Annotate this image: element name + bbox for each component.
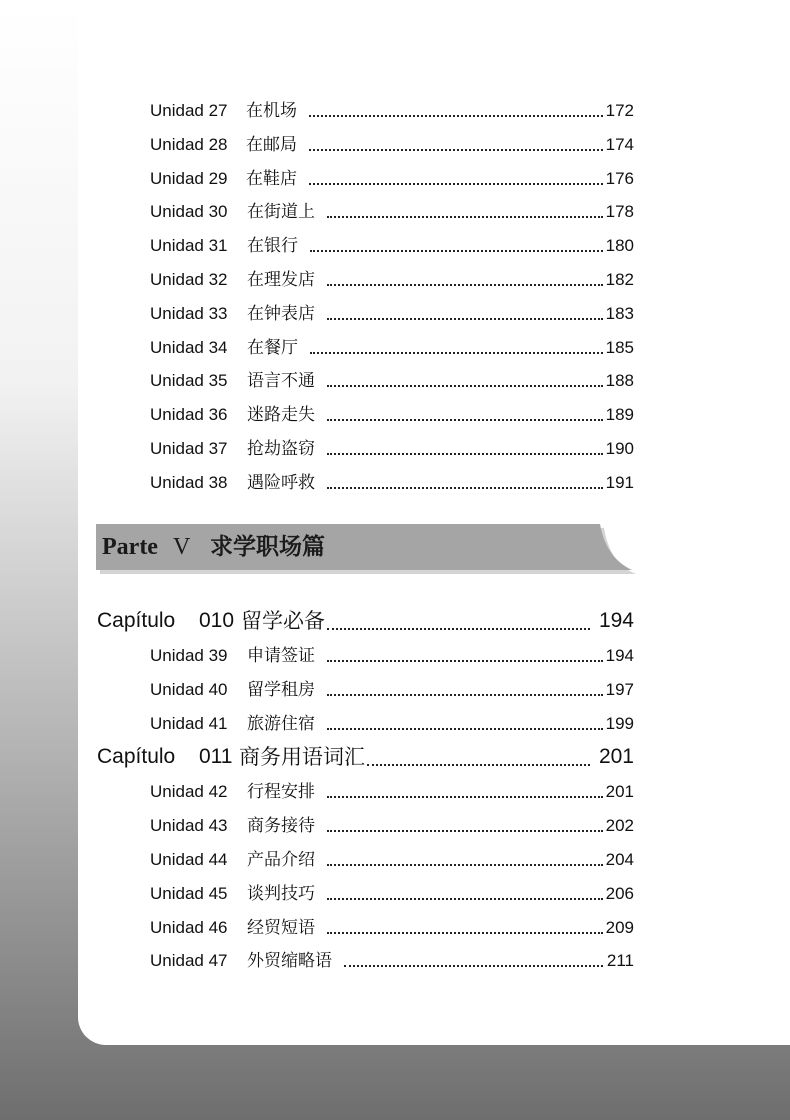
page-number: 178: [605, 202, 634, 222]
chapter-number: 011: [199, 745, 233, 769]
toc-unit-entry[interactable]: [0, 297, 790, 331]
unit-number: Unidad 39: [150, 646, 228, 665]
toc-unit-entry[interactable]: [0, 162, 790, 196]
unit-title: 外贸缩略语: [247, 951, 332, 972]
dot-leader: [327, 419, 603, 421]
unit-number: Unidad 28: [150, 134, 228, 154]
unit-title: 申请签证: [247, 646, 315, 666]
page-number: 194: [598, 609, 634, 632]
dot-leader: [327, 628, 590, 630]
unit-number: Unidad 47: [150, 951, 228, 971]
unit-number: Unidad 46: [150, 917, 228, 937]
part-banner: [96, 524, 636, 574]
toc-unit-entry[interactable]: [0, 331, 790, 365]
dot-leader: [309, 149, 603, 151]
toc-unit-entry[interactable]: [0, 398, 790, 432]
unit-title: 谈判技巧: [247, 883, 315, 904]
dot-leader: [367, 764, 590, 766]
toc-part5: [0, 604, 790, 978]
unit-title: 遇险呼救: [247, 472, 315, 493]
dot-leader: [344, 965, 603, 967]
toc-unit-entry[interactable]: [0, 432, 790, 466]
page-number: 201: [605, 782, 634, 802]
toc-unit-entry[interactable]: [0, 639, 790, 673]
page-number: 190: [605, 438, 634, 458]
chapter-title: 商务用语词汇: [239, 745, 365, 770]
page-number: 201: [598, 745, 634, 769]
unit-title: 在街道上: [247, 202, 315, 223]
unit-title: 旅游住宿: [247, 713, 315, 734]
unit-number: Unidad 34: [150, 337, 228, 357]
unit-title: 在银行: [247, 236, 298, 257]
unit-title: 商务接待: [247, 816, 315, 837]
toc-unit-entry[interactable]: [0, 877, 790, 911]
unit-title: 经贸短语: [247, 917, 315, 938]
toc-unit-entry[interactable]: [0, 128, 790, 162]
unit-title: 在餐厅: [247, 337, 298, 358]
toc-unit-entry[interactable]: [0, 707, 790, 741]
page-number: 211: [606, 951, 634, 971]
dot-leader: [327, 660, 603, 662]
page-number: 176: [605, 168, 634, 188]
chapter-number: 010: [199, 609, 235, 632]
unit-number: Unidad 45: [150, 883, 228, 903]
dot-leader: [310, 352, 603, 354]
dot-leader: [310, 250, 603, 252]
chapter-title: 留学必备: [241, 609, 325, 633]
dot-leader: [327, 487, 603, 489]
unit-number: Unidad 41: [150, 713, 228, 733]
dot-leader: [327, 216, 603, 218]
unit-title: 留学租房: [247, 679, 315, 700]
unit-number: Unidad 42: [150, 782, 228, 802]
unit-title: 抢劫盗窃: [247, 438, 315, 459]
unit-title: 在鞋店: [246, 168, 297, 189]
unit-number: Unidad 27: [150, 101, 228, 120]
unit-title: 在钟表店: [247, 303, 315, 324]
part-word: Parte: [102, 534, 158, 560]
dot-leader: [327, 796, 603, 798]
part-title: 求学职场篇: [210, 534, 325, 560]
dot-leader: [327, 385, 603, 387]
page-number: 191: [605, 472, 634, 492]
toc-unit-entry[interactable]: [0, 843, 790, 877]
page-number: 194: [605, 646, 634, 665]
page-number: 182: [605, 269, 634, 289]
toc-unit-entry[interactable]: [0, 229, 790, 263]
dot-leader: [327, 932, 603, 934]
toc-unit-entry[interactable]: [0, 673, 790, 707]
page-number: 188: [605, 371, 634, 391]
dot-leader: [327, 830, 603, 832]
toc-chapter-entry[interactable]: [0, 740, 790, 775]
dot-leader: [309, 183, 603, 185]
page-number: 172: [605, 101, 634, 120]
page-number: 185: [605, 337, 634, 357]
unit-title: 迷路走失: [247, 405, 315, 426]
dot-leader: [327, 284, 603, 286]
page-number: 180: [605, 236, 634, 256]
toc-unit-entry[interactable]: [0, 775, 790, 809]
chapter-label: Capítulo: [97, 745, 176, 769]
toc-unit-entry[interactable]: [0, 263, 790, 297]
page-number: 206: [605, 883, 634, 903]
part-numeral: V: [173, 534, 191, 560]
toc-part4-units: [0, 94, 790, 500]
unit-number: Unidad 44: [150, 849, 228, 869]
unit-number: Unidad 40: [150, 679, 228, 699]
toc-chapter-entry[interactable]: [0, 604, 790, 639]
page-number: 202: [605, 816, 634, 836]
toc-unit-entry[interactable]: [0, 809, 790, 843]
page-number: 189: [605, 405, 634, 425]
unit-number: Unidad 33: [150, 303, 228, 323]
toc-unit-entry[interactable]: [0, 466, 790, 500]
unit-number: Unidad 29: [150, 168, 228, 188]
unit-title: 在机场: [246, 101, 297, 121]
dot-leader: [327, 728, 603, 730]
unit-number: Unidad 37: [150, 438, 228, 458]
dot-leader: [327, 453, 603, 455]
unit-title: 产品介绍: [247, 849, 315, 870]
unit-number: Unidad 38: [150, 472, 228, 492]
unit-title: 在邮局: [246, 134, 297, 155]
page-number: 204: [605, 849, 634, 869]
toc-unit-entry[interactable]: [0, 195, 790, 229]
dot-leader: [327, 694, 603, 696]
unit-number: Unidad 30: [150, 202, 228, 222]
dot-leader: [327, 898, 603, 900]
toc-unit-entry[interactable]: [0, 94, 790, 128]
dot-leader: [309, 115, 603, 117]
unit-number: Unidad 36: [150, 405, 228, 425]
page-number: 183: [605, 303, 634, 323]
dot-leader: [327, 318, 603, 320]
dot-leader: [327, 864, 603, 866]
unit-title: 语言不通: [247, 371, 315, 392]
unit-number: Unidad 32: [150, 269, 228, 289]
unit-number: Unidad 31: [150, 236, 228, 256]
toc-unit-entry[interactable]: [0, 911, 790, 945]
unit-title: 在理发店: [247, 269, 315, 290]
toc-unit-entry[interactable]: [0, 944, 790, 978]
toc-unit-entry[interactable]: [0, 364, 790, 398]
chapter-label: Capítulo: [97, 609, 176, 632]
page-number: 197: [605, 679, 634, 699]
unit-number: Unidad 43: [150, 816, 228, 836]
unit-number: Unidad 35: [150, 371, 228, 391]
page-number: 174: [605, 134, 634, 154]
page-number: 209: [605, 917, 634, 937]
unit-title: 行程安排: [247, 782, 315, 803]
page-number: 199: [605, 713, 634, 733]
